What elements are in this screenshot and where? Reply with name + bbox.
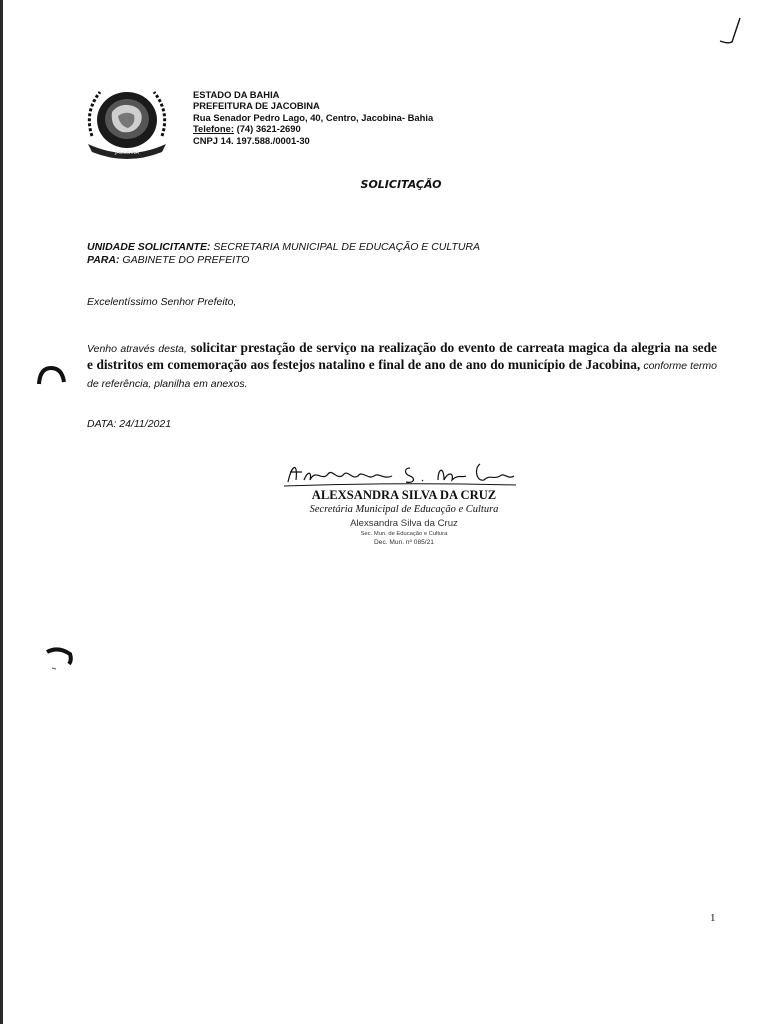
header-cnpj: CNPJ 14. 197.588./0001-30: [193, 134, 310, 146]
requesting-unit-value: SECRETARIA MUNICIPAL DE EDUCAÇÃO E CULTURA: [210, 241, 481, 253]
document-date: DATA: 24/11/2021: [87, 418, 172, 430]
check-mark-icon: [718, 14, 744, 48]
header-state: ESTADO DA BAHIA: [193, 89, 280, 100]
phone-value: (74) 3621-2690: [233, 123, 301, 135]
punch-hole-icon: [44, 644, 74, 670]
request-body: [87, 340, 717, 392]
requesting-unit-label: UNIDADE SOLICITANTE:: [87, 241, 211, 253]
stamp-name: Alexsandra Silva da Cruz: [350, 518, 458, 529]
municipal-seal-icon: [78, 82, 176, 162]
punch-hole-icon: [36, 364, 66, 390]
phone-label: Telefone:: [193, 123, 234, 135]
body-tail: conforme termo de referência, planilha em anexos.: [87, 360, 717, 390]
header-phone: [193, 123, 433, 134]
request-info: [87, 241, 480, 267]
recipient-label: PARA:: [87, 254, 120, 266]
recipient: [87, 254, 480, 267]
page-number: 1: [710, 912, 716, 924]
body-main: prestação de serviço na realização do evento de carreata magica da alegria na sede e distritos em comemoração aos festejos natalino e final de ano de ano do município de Jacobina,: [87, 340, 718, 373]
body-intro: Venho através desta,: [87, 343, 187, 355]
requesting-unit: [87, 241, 480, 254]
header-city-hall: PREFEITURA DE JACOBINA: [193, 100, 320, 112]
handwritten-signature: [282, 458, 518, 492]
signer-name: ALEXSANDRA SILVA DA CRUZ: [311, 488, 497, 502]
stamp-role: Sec. Mun. de Educação e Cultura: [360, 531, 448, 537]
recipient-value: GABINETE DO PREFEITO: [119, 254, 250, 266]
signer-role: Secretária Municipal de Educação e Cultura: [309, 504, 499, 515]
letterhead-text: [193, 89, 433, 146]
svg-text:JACOBINA: JACOBINA: [114, 150, 140, 156]
stamp-decree: Dec. Mun. nº 085/21: [374, 539, 434, 546]
body-verb: solicitar: [186, 340, 237, 355]
greeting: Excelentíssimo Senhor Prefeito,: [87, 296, 237, 308]
header-address: Rua Senador Pedro Lago, 40, Centro, Jacobina- Bahia: [193, 111, 434, 123]
document-title: SOLICITAÇÃO: [360, 178, 442, 191]
